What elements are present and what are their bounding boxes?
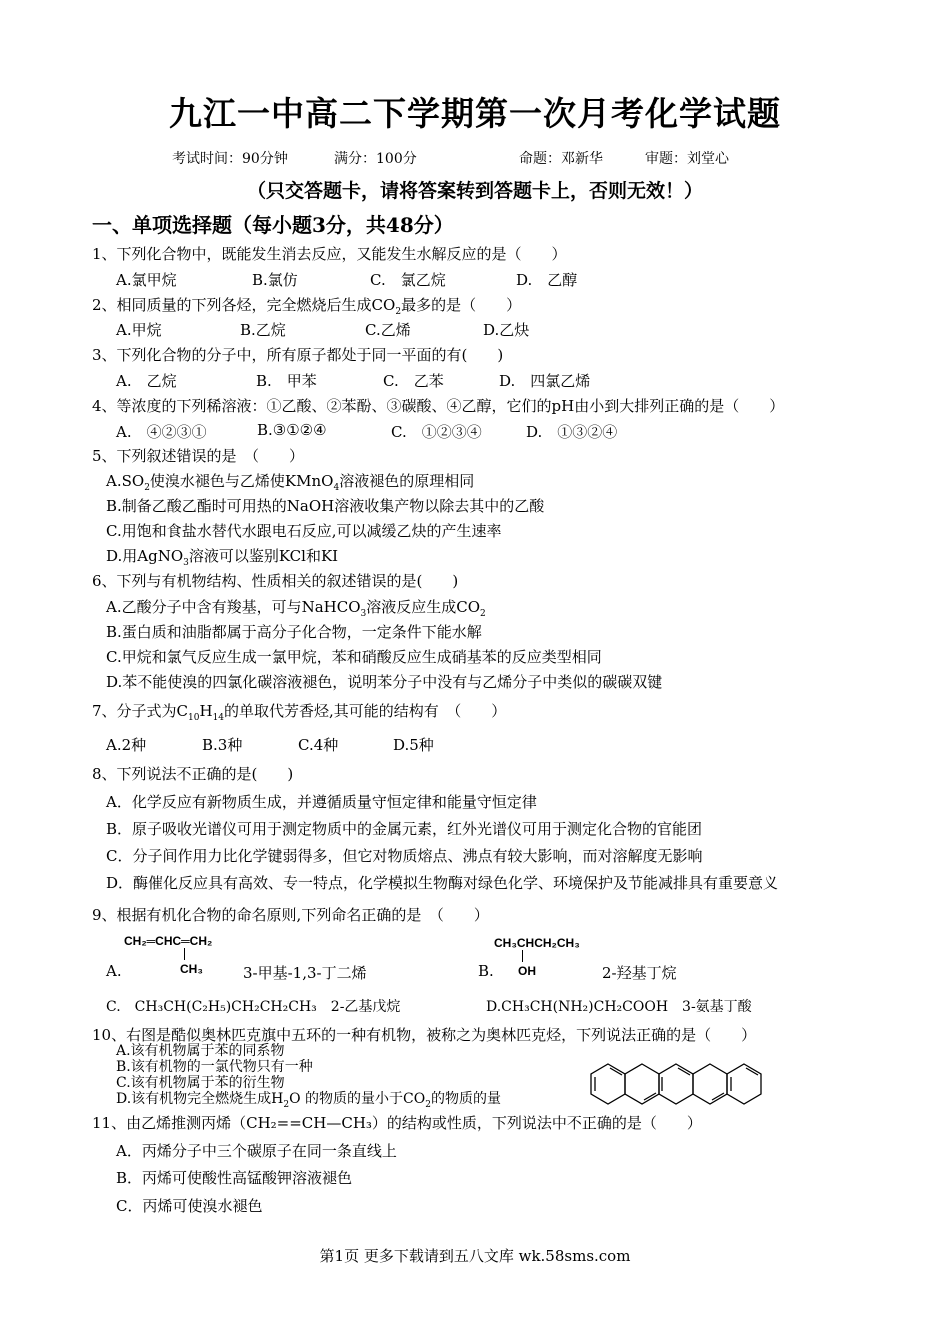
page-footer: 第1页 更多下载请到五八文库 wk.58sms.com xyxy=(319,1247,631,1265)
ring-1 xyxy=(591,1064,625,1104)
q4-stem: 4、等浓度的下列稀溶液：①乙酸、②苯酚、③碳酸、④乙醇，它们的pH由小到大排列正确的是（ ） xyxy=(92,397,785,415)
q3-option-c: C. 乙苯 xyxy=(383,372,444,390)
q7-option-c: C.4种 xyxy=(298,736,339,754)
q11-option-b: B．丙烯可使酸性高锰酸钾溶液褪色 xyxy=(116,1169,353,1187)
q1-option-a: A.氯甲烷 xyxy=(116,271,177,289)
q9-b-hydroxyl: OH xyxy=(518,964,536,978)
q10-option-d: D.该有机物完全燃烧生成$H_2O$ 的物质的量小于$CO_2$的物质的量 xyxy=(116,1091,501,1110)
q10-option-a: A.该有机物属于苯的同系物 xyxy=(116,1043,285,1059)
q9-b-bond xyxy=(522,950,523,962)
q3-option-a: A. 乙烷 xyxy=(116,372,177,390)
q5-option-b: B.制备乙酸乙酯时可用热的NaOH溶液收集产物以除去其中的乙酸 xyxy=(106,497,545,515)
q2-option-c: C.乙烯 xyxy=(365,321,411,339)
q3-stem: 3、下列化合物的分子中，所有原子都处于同一平面的有( ) xyxy=(92,346,504,364)
q10-option-c: C.该有机物属于苯的衍生物 xyxy=(116,1075,285,1091)
q7-option-d: D.5种 xyxy=(393,736,434,754)
exam-time: 考试时间：90分钟 xyxy=(172,151,288,167)
q9-a-structure: CH₂═CHC═CH₂ xyxy=(124,934,213,948)
q4-option-d: D. ①③②④ xyxy=(526,423,618,441)
q6-option-a: A.乙酸分子中含有羧基，可与NaHCO$_3$溶液反应生成$CO_2$ xyxy=(106,598,486,619)
q8-option-b: B．原子吸收光谱仪可用于测定物质中的金属元素，红外光谱仪可用于测定化合物的官能团 xyxy=(106,820,703,838)
q9-option-a-label: A. xyxy=(106,962,122,980)
q9-option-c: C. CH₃CH(C₂H₅)CH₂CH₂CH₃ 2-乙基戊烷 xyxy=(106,999,401,1015)
ring-5 xyxy=(727,1064,761,1104)
q2-option-b: B.乙烷 xyxy=(240,321,286,339)
q8-option-a: A．化学反应有新物质生成，并遵循质量守恒定律和能量守恒定律 xyxy=(106,793,537,811)
q9-option-a-name: 3-甲基-1,3-丁二烯 xyxy=(243,964,367,982)
q4-option-a: A. ④②③① xyxy=(116,423,207,441)
q1-option-b: B.氯仿 xyxy=(252,271,298,289)
q11-stem: 11、由乙烯推测丙烯（CH₂==CH—CH₃）的结构或性质，下列说法中不正确的是（ ） xyxy=(92,1114,702,1132)
q10-option-b: B.该有机物的一氯代物只有一种 xyxy=(116,1059,313,1075)
q9-a-bond xyxy=(184,948,185,960)
q9-a-methyl: CH₃ xyxy=(180,962,203,976)
page-title: 九江一中高二下学期第一次月考化学试题 xyxy=(169,94,781,133)
q5-option-a: $A.SO_2$使溴水褪色与乙烯使KMnO$_4$溶液褪色的原理相同 xyxy=(106,472,475,493)
q11-option-a: A．丙烯分子中三个碳原子在同一条直线上 xyxy=(116,1142,397,1160)
q5-option-c: C.用饱和食盐水替代水跟电石反应,可以减缓乙炔的产生速率 xyxy=(106,522,502,540)
ring-3 xyxy=(659,1064,693,1104)
q8-option-c: C．分子间作用力比化学键弱得多，但它对物质熔点、沸点有较大影响，而对溶解度无影响 xyxy=(106,847,703,865)
q5-option-d: D.用AgNO$_3$溶液可以鉴别KCl和KI xyxy=(106,547,339,568)
q2-option-a: A.甲烷 xyxy=(116,321,162,339)
q7-option-a: A.2种 xyxy=(106,736,147,754)
q2-stem: 2、相同质量的下列各烃，完全燃烧后生成$CO_2$最多的是（ ） xyxy=(92,296,522,317)
reviewer: 审题：刘堂心 xyxy=(645,151,729,167)
q9-option-d: D.CH₃CH(NH₂)CH₂COOH 3-氨基丁酸 xyxy=(486,999,752,1015)
q2-option-d: D.乙炔 xyxy=(483,321,530,339)
q10-stem: 10、右图是酷似奥林匹克旗中五环的一种有机物，被称之为奥林匹克烃，下列说法正确的是（ ） xyxy=(92,1026,757,1044)
q5-stem: 5、下列叙述错误的是 （ ） xyxy=(92,447,305,465)
q1-stem: 1、下列化合物中，既能发生消去反应，又能发生水解反应的是（ ） xyxy=(92,245,567,263)
olympic-hydrocarbon-structure xyxy=(586,1050,766,1120)
section-heading: 一、单项选择题（每小题3分，共48分） xyxy=(92,213,454,237)
q9-stem: 9、根据有机化合物的命名原则,下列命名正确的是 （ ） xyxy=(92,906,489,924)
author: 命题：邓新华 xyxy=(519,151,603,167)
q6-option-d: D.苯不能使溴的四氯化碳溶液褪色，说明苯分子中没有与乙烯分子中类似的碳碳双键 xyxy=(106,673,663,691)
q4-option-c: C. ①②③④ xyxy=(391,423,482,441)
q7-option-b: B.3种 xyxy=(202,736,243,754)
q6-stem: 6、下列与有机物结构、性质相关的叙述错误的是( ) xyxy=(92,572,459,590)
q7-stem: 7、分子式为$C_{10}H_{14}$的单取代芳香烃,其可能的结构有 （ ） xyxy=(92,702,507,723)
notice: （只交答题卡，请将答案转到答题卡上，否则无效！） xyxy=(246,180,703,202)
q3-option-d: D. 四氯乙烯 xyxy=(499,372,591,390)
full-score: 满分：100分 xyxy=(334,151,417,167)
q4-option-b: B.③①②④ xyxy=(257,421,327,439)
q8-option-d: D．酶催化反应具有高效、专一特点，化学模拟生物酶对绿色化学、环境保护及节能减排具有重要意义 xyxy=(106,874,779,892)
q9-option-b-label: B. xyxy=(478,962,494,980)
q8-stem: 8、下列说法不正确的是( ) xyxy=(92,765,294,783)
q1-option-d: D. 乙醇 xyxy=(516,271,578,289)
q11-option-c: C．丙烯可使溴水褪色 xyxy=(116,1197,263,1215)
q1-option-c: C. 氯乙烷 xyxy=(370,271,446,289)
q6-option-b: B.蛋白质和油脂都属于高分子化合物，一定条件下能水解 xyxy=(106,623,482,641)
q6-option-c: C.甲烷和氯气反应生成一氯甲烷，苯和硝酸反应生成硝基苯的反应类型相同 xyxy=(106,648,602,666)
ring-2 xyxy=(625,1064,659,1104)
q3-option-b: B. 甲苯 xyxy=(256,372,317,390)
q9-b-structure: CH₃CHCH₂CH₃ xyxy=(494,936,580,950)
ring-4 xyxy=(693,1064,727,1104)
q9-option-b-name: 2-羟基丁烷 xyxy=(602,964,677,982)
